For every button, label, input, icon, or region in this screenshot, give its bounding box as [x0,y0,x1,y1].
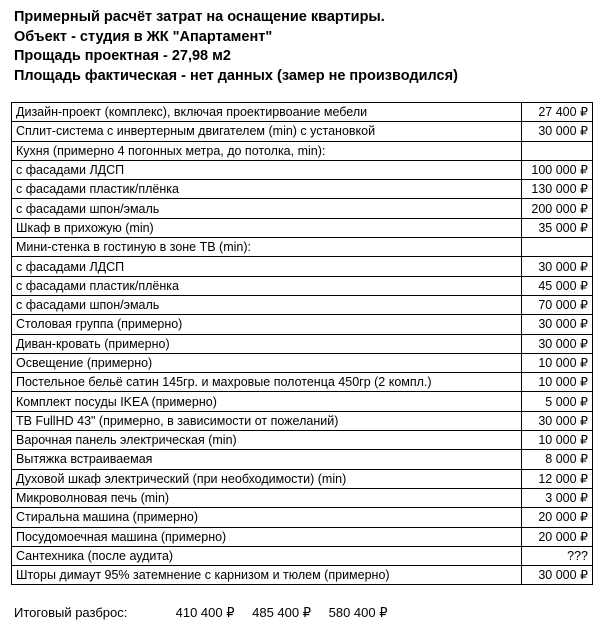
table-row [12,431,593,450]
project-area-line: Прощадь проектная - 27,98 м2 [14,48,231,64]
amount-cell: 3 000 ₽ [522,488,593,507]
amount-cell: 27 400 ₽ [522,103,593,122]
item-cell: с фасадами пластик/плёнка [12,276,522,295]
table-row [12,546,593,565]
item-cell: с фасадами шпон/эмаль [12,295,522,314]
item-cell: Столовая группа (примерно) [12,315,522,334]
table-row [12,295,593,314]
cost-table [11,102,593,585]
amount-cell: 30 000 ₽ [522,315,593,334]
table-row [12,508,593,527]
actual-area-line: Площадь фактическая - нет данных (замер не производился) [14,67,458,84]
item-cell: Сплит-система с инвертерным двигателем (min) с установкой [12,122,522,141]
table-row [12,373,593,392]
table-row [12,238,593,257]
item-cell: с фасадами ЛДСП [12,160,522,179]
table-row [12,315,593,334]
table-row [12,257,593,276]
item-cell: Диван-кровать (примерно) [12,334,522,353]
item-cell: Микроволновая печь (min) [12,488,522,507]
table-row [12,566,593,585]
table-row [12,160,593,179]
object-line: Объект - студия в ЖК "Апартамент" [14,28,273,45]
amount-cell: 20 000 ₽ [522,508,593,527]
amount-cell: ??? [522,546,593,565]
item-cell: Комплект посуды IKEA (примерно) [12,392,522,411]
table-row [12,392,593,411]
item-cell: с фасадами пластик/плёнка [12,180,522,199]
table-row [12,103,593,122]
amount-cell: 35 000 ₽ [522,218,593,237]
item-cell: Мини-стенка в гостиную в зоне ТВ (min): [12,238,522,257]
amount-cell [522,141,593,160]
table-row [12,141,593,160]
amount-cell: 30 000 ₽ [522,122,593,141]
table-row [12,180,593,199]
table-row [12,334,593,353]
amount-cell: 10 000 ₽ [522,431,593,450]
amount-cell: 200 000 ₽ [522,199,593,218]
amount-cell: 10 000 ₽ [522,353,593,372]
item-cell: Стиральна машина (примерно) [12,508,522,527]
table-row [12,276,593,295]
amount-cell: 30 000 ₽ [522,334,593,353]
item-cell: Кухня (примерно 4 погонных метра, до потолка, min): [12,141,522,160]
table-row [12,353,593,372]
amount-cell: 45 000 ₽ [522,276,593,295]
item-cell: Дизайн-проект (комплекс), включая проектирвоание мебели [12,103,522,122]
item-cell: Посудомоечная машина (примерно) [12,527,522,546]
item-cell: ТВ FullHD 43" (примерно, в зависимости от пожеланий) [12,411,522,430]
total-value-mid: 485 400 ₽ [252,605,311,620]
total-value-max: 580 400 ₽ [328,605,388,620]
total-label: Итоговый разброс: [14,605,128,620]
amount-cell: 20 000 ₽ [522,527,593,546]
table-row [12,469,593,488]
item-cell: Варочная панель электрическая (min) [12,431,522,450]
amount-cell: 100 000 ₽ [522,160,593,179]
document-header [14,8,458,86]
item-cell: Освещение (примерно) [12,353,522,372]
total-range [14,605,402,621]
table-row [12,122,593,141]
table-row [12,218,593,237]
amount-cell: 12 000 ₽ [522,469,593,488]
amount-cell: 30 000 ₽ [522,566,593,585]
item-cell: Постельное бельё сатин 145гр. и махровые полотенца 450гр (2 компл.) [12,373,522,392]
table-row [12,199,593,218]
item-cell: Сантехника (после аудита) [12,546,522,565]
item-cell: Духовой шкаф электрический (при необходимости) (min) [12,469,522,488]
item-cell: Вытяжка встраиваемая [12,450,522,469]
total-value-min: 410 400 ₽ [175,605,235,620]
item-cell: с фасадами ЛДСП [12,257,522,276]
table-row [12,411,593,430]
cost-table-body [12,103,593,585]
amount-cell: 30 000 ₽ [522,257,593,276]
item-cell: с фасадами шпон/эмаль [12,199,522,218]
document-title: Примерный расчёт затрат на оснащение квартиры. [14,9,385,25]
amount-cell: 5 000 ₽ [522,392,593,411]
table-row [12,450,593,469]
amount-cell: 10 000 ₽ [522,373,593,392]
table-row [12,527,593,546]
amount-cell: 70 000 ₽ [522,295,593,314]
item-cell: Шкаф в прихожую (min) [12,218,522,237]
amount-cell: 8 000 ₽ [522,450,593,469]
amount-cell: 30 000 ₽ [522,411,593,430]
amount-cell [522,238,593,257]
item-cell: Шторы димаут 95% затемнение с карнизом и тюлем (примерно) [12,566,522,585]
amount-cell: 130 000 ₽ [522,180,593,199]
table-row [12,488,593,507]
